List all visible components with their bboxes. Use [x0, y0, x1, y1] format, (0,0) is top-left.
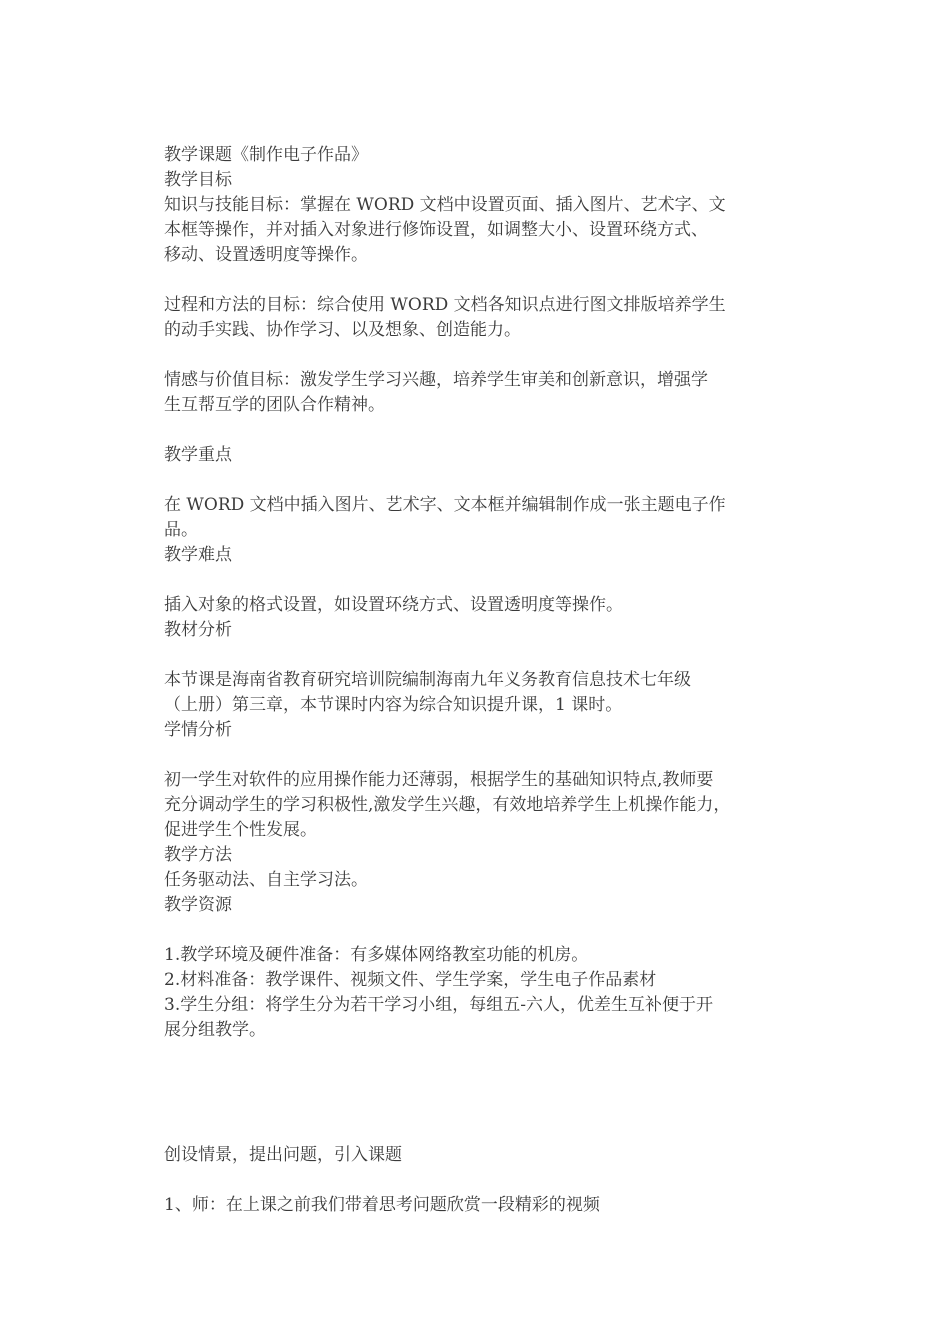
resource-item: 2.材料准备：教学课件、视频文件、学生学案，学生电子作品素材 — [164, 970, 657, 990]
student-analysis-line: 充分调动学生的学习积极性,激发学生兴趣，有效地培养学生上机操作能力， — [164, 795, 731, 815]
resource-item: 3.学生分组：将学生分为若干学习小组，每组五-六人，优差生互补便于开 — [164, 995, 713, 1015]
lesson-title: 教学课题《制作电子作品》 — [164, 145, 368, 165]
knowledge-goal-line: 移动、设置透明度等操作。 — [164, 245, 368, 265]
emotion-goal-line: 生互帮互学的团队合作精神。 — [164, 395, 385, 415]
resource-item: 1.教学环境及硬件准备：有多媒体网络教室功能的机房。 — [164, 945, 589, 965]
material-line: 本节课是海南省教育研究培训院编制海南九年义务教育信息技术七年级 — [164, 670, 691, 690]
material-heading: 教材分析 — [164, 620, 232, 640]
knowledge-goal-line: 知识与技能目标：掌握在 WORD 文档中设置页面、插入图片、艺术字、文 — [164, 195, 726, 215]
difficulty-heading: 教学难点 — [164, 545, 232, 565]
objectives-heading: 教学目标 — [164, 170, 232, 190]
process-goal-line: 过程和方法的目标：综合使用 WORD 文档各知识点进行图文排版培养学生 — [164, 295, 726, 315]
key-points-line: 品。 — [164, 520, 198, 540]
student-analysis-heading: 学情分析 — [164, 720, 232, 740]
method-text: 任务驱动法、自主学习法。 — [164, 870, 368, 890]
difficulty-text: 插入对象的格式设置，如设置环绕方式、设置透明度等操作。 — [164, 595, 623, 615]
scene-step: 1、师：在上课之前我们带着思考问题欣赏一段精彩的视频 — [164, 1195, 600, 1215]
student-analysis-line: 初一学生对软件的应用操作能力还薄弱，根据学生的基础知识特点,教师要 — [164, 770, 714, 790]
key-points-heading: 教学重点 — [164, 445, 232, 465]
method-heading: 教学方法 — [164, 845, 232, 865]
process-goal-line: 的动手实践、协作学习、以及想象、创造能力。 — [164, 320, 521, 340]
resource-item: 展分组教学。 — [164, 1020, 266, 1040]
scene-heading: 创设情景，提出问题，引入课题 — [164, 1145, 402, 1165]
resource-heading: 教学资源 — [164, 895, 232, 915]
key-points-line: 在 WORD 文档中插入图片、艺术字、文本框并编辑制作成一张主题电子作 — [164, 495, 726, 515]
material-line: （上册）第三章，本节课时内容为综合知识提升课，1 课时。 — [164, 695, 623, 715]
student-analysis-line: 促进学生个性发展。 — [164, 820, 317, 840]
knowledge-goal-line: 本框等操作，并对插入对象进行修饰设置，如调整大小、设置环绕方式、 — [164, 220, 708, 240]
document-page — [164, 143, 804, 1218]
emotion-goal-line: 情感与价值目标：激发学生学习兴趣，培养学生审美和创新意识，增强学 — [164, 370, 708, 390]
